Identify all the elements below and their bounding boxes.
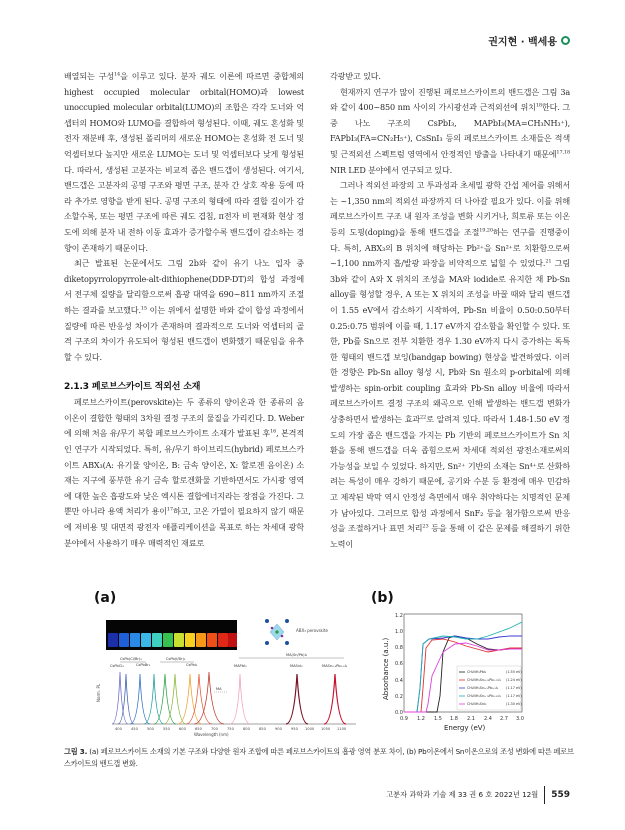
svg-text:1100: 1100 [337,727,347,731]
circle-bullet-icon [561,36,570,45]
svg-text:0.9: 0.9 [400,716,408,722]
svg-text:(1.17 eV): (1.17 eV) [506,686,522,690]
running-head [488,33,570,48]
svg-text:CH₃NH₃PbI₃: CH₃NH₃PbI₃ [467,670,487,674]
svg-text:450: 450 [131,727,138,731]
svg-text:Absorbance (a.u.): Absorbance (a.u.) [382,637,390,700]
svg-text:CsPb(Cl/Br)₃: CsPb(Cl/Br)₃ [120,657,142,661]
section-heading: 2.1.3 페로브스카이트 적외선 소재 [64,382,201,393]
absorbance-chart [364,608,534,736]
panel-label-b: (b) [371,590,394,606]
svg-text:MASnI₃: MASnI₃ [290,664,303,668]
svg-text:Norm. PL: Norm. PL [96,683,101,702]
svg-text:CH₃NH₃SnI₃: CH₃NH₃SnI₃ [467,702,487,706]
paragraph: 각광받고 있다. [330,71,381,81]
svg-text:1.5: 1.5 [434,716,442,722]
vials-photo [106,620,237,650]
caption-text: (a) 페로브스카이트 소재의 기본 구조와 다양한 원자 조합에 따른 페로브스카이트의 흡광 영역 분포 차이, (b) Pb이온에서 Sn이온으로의 조성 변화에 따른 페로브스카이트의 밴드갭 변화. [64,747,574,768]
svg-text:CsPb(I/Br)₃: CsPb(I/Br)₃ [166,657,186,661]
svg-text:550: 550 [163,727,170,731]
svg-text:(1.17 eV): (1.17 eV) [506,694,522,698]
svg-text:MA(Sn/Pb)I₃: MA(Sn/Pb)I₃ [286,653,308,657]
page-number: 559 [551,790,570,800]
svg-text:MASn₀.₅Pb₀.₅I₃: MASn₀.₅Pb₀.₅I₃ [322,664,348,668]
svg-text:2.1: 2.1 [467,716,475,722]
svg-text:1.0: 1.0 [395,629,403,635]
panel-label-a: (a) [94,590,117,606]
svg-text:MAPbI₃: MAPbI₃ [234,664,247,668]
svg-text:(1.55 eV): (1.55 eV) [506,670,522,674]
svg-text:650: 650 [195,727,202,731]
svg-text:2.4: 2.4 [484,716,492,722]
svg-text:CsPbI₃: CsPbI₃ [186,663,198,667]
perovskite-crystal-icon [264,618,290,646]
figure-caption [64,746,574,770]
svg-text:CH₃NH₃Sn₀.₅Pb₀.₅I₃: CH₃NH₃Sn₀.₅Pb₀.₅I₃ [467,686,499,690]
svg-text:Energy (eV): Energy (eV) [444,724,486,732]
caption-label: 그림 3. [64,747,88,756]
svg-text:(1.30 eV): (1.30 eV) [506,702,522,706]
svg-text:2.7: 2.7 [500,716,508,722]
svg-text:500: 500 [147,727,154,731]
figure-3 [64,590,570,740]
svg-text:MA: MA [216,687,222,691]
page-footer [386,786,570,804]
svg-text:CsPbCl₃: CsPbCl₃ [110,664,124,668]
pl-spectra-chart [94,652,359,738]
svg-text:3.0: 3.0 [516,716,524,722]
svg-text:400: 400 [115,727,122,731]
paragraph: 배열되는 구성$^{14}$을 이루고 있다. 분자 궤도 이론에 따르면 중합체의 highest occupied molecular orbital(HOMO)과 lowest unoccupied molecular orbital(LUMO)의 조합은 각각 도너와 억셉터의 HOMO와 LUMO를 결합하여 형성된다. 이때, 궤도 혼성화 및 전자 재분배 후, 생성된 폴리머의 새로운 HOMO는 혼성화 전 도너 및 억셉터보다 높지만 새로운 LUMO는 도너 및 억셉터보다 낮게 형성된다. 따라서, 생성된 고분자는 비교적 좁은 밴드갭이 생성된다. 여기서, 밴드갭은 고분자의 공명 구조와 평면 구조, 분자 간 상호 작용 등에 따라 추가로 영향을 받게 된다. 공명 구조의 형태에 따라 결합 길이가 감소할수록, 또는 평면 구조에 따른 궤도 겹침, π전자 비 편재화 현상 정도에 의해 분자 내 전하 이동 효과가 증가할수록 밴드갭이 감소하는 경향이 존재하기 때문이다. [64,71,304,253]
paragraph: 그러나 적외선 파장의 고 투과성과 초세밀 광학 간섭 제어를 위해서는 ~1,350 nm의 적외선 파장까지 더 나아갈 필요가 있다. 이를 위해 페로브스카이트 구조 내 원자 조성을 변화 시키거나, 희토류 또는 이온 등의 도핑(doping)을 통해 밴드갭을 조절$^{19,20}$하는 연구를 진행중이다. 특히, ABX₃의 B 위치에 해당하는 Pb²⁺을 Sn²⁺로 치환함으로써 ~1,100 nm까지 흡/발광 파장을 비약적으로 넓힐 수 있었다.$^{21}$ 그림 3b와 같이 A와 X 위치의 조성을 MA와 iodide로 유지한 채 Pb-Sn alloy를 형성할 경우, A 또는 X 위치의 조성을 바꿀 때와 달리 밴드갭이 1.55 eV에서 감소하기 시작하여, Pb-Sn 비율이 0.50:0.50부터 0.25:0.75 범위에 이를 때, 1.17 eV까지 감소함을 확인할 수 있다. 또한, Pb를 Sn으로 전부 치환한 경우 1.30 eV까지 다시 증가하는 독특한 형태의 밴드갭 보잉(bandgap bowing) 현상을 발견하였다. 이러한 경향은 Pb-Sn alloy 형성 시, Pb와 Sn 원소의 p-orbital에 의해 발생하는 spin-orbit coupling 효과와 Pb-Sn alloy 비율에 따라서 페로브스카이트 결정 구조의 왜곡으로 인해 발생하는 밴드갭 변화가 상충하면서 발생하는 효과$^{22}$로 알려져 있다. 따라서 1.48-1.50 eV 정도의 가장 좁은 밴드갭을 가지는 Pb 기반의 페로브스카이트가 Sn 치환을 통해 밴드갭을 더욱 좁힘으로써 차세대 적외선 광전소재로써의 가능성을 보일 수 있었다. 하지만, Sn²⁺ 기반의 소재는 Sn⁴⁺로 산화하려는 특성이 매우 강하기 때문에, 공기와 수분 등 환경에 매우 민감하고 제작된 박막 역시 안정성 측면에서 매우 취약하다는 치명적인 문제가 남아있다. 그러므로 합성 과정에서 SnF₂ 등을 첨가함으로써 반응성을 조절하거나 표면 처리$^{23}$ 등을 통해 이 같은 문제를 해결하기 위한 노력이 [330,180,570,549]
svg-text:0.2: 0.2 [395,694,403,700]
crystal-label: ABX₃ perovskite [296,628,329,633]
svg-text:0.6: 0.6 [395,661,403,667]
right-column [330,69,570,552]
svg-text:CH₃NH₃Sn₀.₇₅Pb₀.₂₅I₃: CH₃NH₃Sn₀.₇₅Pb₀.₂₅I₃ [467,694,501,698]
svg-text:800: 800 [243,727,250,731]
svg-text:1000: 1000 [305,727,315,731]
chart-legend [457,666,522,710]
svg-text:1.8: 1.8 [450,716,458,722]
svg-text:Wavelength (nm): Wavelength (nm) [194,732,229,737]
svg-text:CH₃NH₃Sn₀.₂₅Pb₀.₇₅I₃: CH₃NH₃Sn₀.₂₅Pb₀.₇₅I₃ [467,678,501,682]
svg-text:0.4: 0.4 [395,678,403,684]
footer-divider [544,786,545,804]
svg-text:0.0: 0.0 [395,710,403,716]
svg-text:0.8: 0.8 [395,645,403,651]
paragraph: 최근 발표된 논문에서도 그림 2b와 같이 유기 나노 입자 중 diketopyrrolopyrrole-alt-dithiophene(DDP-DT)의 합성 과정에서 전구체 질량을 달리함으로써 흡광 대역을 690~811 nm까지 조절하는 결과를 보고했다.$^{15}$ 이는 위에서 설명한 바와 같이 합성 과정에서 질량에 따른 반응성 차이가 존재하며 결과적으로 도너와 억셉터의 골격 구조의 차이가 유도되어 형성된 밴드갭이 변화했기 때문임을 유추할 수 있다. [64,258,304,362]
svg-text:700: 700 [211,727,218,731]
svg-text:1.2: 1.2 [417,716,425,722]
svg-text:CsPbBr₃: CsPbBr₃ [136,663,151,667]
left-column [64,69,304,552]
svg-text:850: 850 [259,727,266,731]
svg-text:1050: 1050 [321,727,331,731]
author-names: 권지현 · 백세용 [488,37,557,48]
body-columns [64,69,570,552]
svg-text:1.2: 1.2 [395,613,403,619]
svg-text:750: 750 [227,727,234,731]
svg-text:950: 950 [291,727,298,731]
svg-text:600: 600 [179,727,186,731]
svg-text:(1.24 eV): (1.24 eV) [506,678,522,682]
svg-text:900: 900 [275,727,282,731]
paragraph: 페로브스카이트(perovskite)는 두 종류의 양이온과 한 종류의 음이온이 결합한 형태의 3차원 결정 구조의 물질을 가리킨다. D. Weber에 의해 처음 유/무기 복합 페로브스카이트 소재가 발표된 후$^{16}$, 본격적인 연구가 시작되었다. 특히, 유/무기 하이브리드(hybrid) 페로브스카이트 ABX₃(A: 유기물 양이온, B: 금속 양이온, X: 할로겐 음이온) 소재는 지구에 풍부한 유기 금속 할로겐화물 기반하면서도 가시광 영역에 대한 높은 흡광도와 낮은 엑시톤 결합에너지라는 장점을 가진다. 그 뿐만 아니라 용액 처리가 용이$^{17}$하고, 고온 가열이 필요하지 않기 때문에 저비용 및 대면적 광전자 애플리케이션을 목표로 하는 차세대 광학 분야에서 사용하기 매우 매력적인 재료로 [64,397,304,548]
paragraph: 현재까지 연구가 많이 진행된 페로브스카이트의 밴드갭은 그림 3a와 같이 400~850 nm 사이의 가시광선과 근적외선에 위치$^{18}$한다. 그 중 나노 구조의 CsPbI₃, MAPbI₃(MA=CH₃NH₃⁺), FAPbI₃(FA=CN₂H₅⁺), CsSnI₃ 등의 페로브스카이트 소재들은 적색 및 근적외선 스펙트럼 영역에서 안정적인 방출을 나타내기 때문에$^{17,18}$ NIR LED 분야에서 연구되고 있다. [330,86,570,175]
journal-info: 고분자 과학과 기술 제 33 권 6 호 2022년 12월 [386,790,539,799]
